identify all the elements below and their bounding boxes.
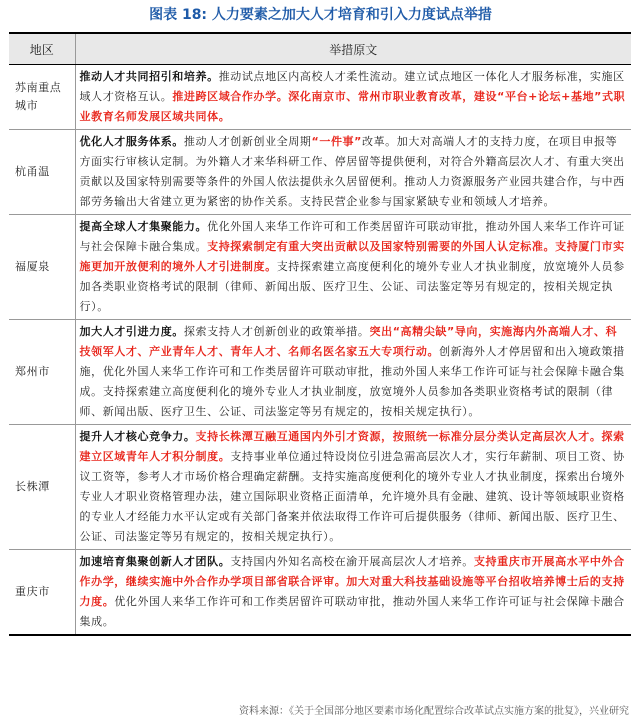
region-cell: 杭甬温 (9, 130, 75, 215)
measure-text: 探索支持人才创新创业的政策举措。 (183, 325, 370, 338)
measure-heading: 优化人才服务体系。 (79, 135, 184, 148)
highlighted-text: 突出“高精尖缺”导向，实施海内外高端人才、科技领军人才、产业青年人才、青年人才、名师名医名家五大专项行动。 (79, 325, 618, 358)
measure-heading: 提高全球人才集聚能力。 (79, 220, 208, 233)
measure-text: 改革。加大对高端人才的支持力度，在项目申报等方面实行审核认定制。为外籍人才来华科研工作、停居留等提供便利，对符合外籍高层次人才、有重大突出贡献以及国家特别需要等条件的外国人依法提供永久居留便利。推动人力资源服务产业园共建合作，与中西部劳务输出大省建立更为紧密的协作关系。支持民营企业参与国家紧缺专业和领域人才培养。 (79, 135, 625, 208)
header-measures: 举措原文 (75, 33, 631, 65)
header-region: 地区 (9, 33, 75, 65)
measure-cell (75, 320, 631, 425)
measure-text: 支持国内外知名高校在渝开展高层次人才培养。 (230, 555, 474, 568)
highlighted-text: 推进跨区域合作办学。深化南京市、常州市职业教育改革，建设“平台+论坛+基地”式职业教育名师发展区域共同体。 (79, 90, 626, 123)
measure-heading: 加速培育集聚创新人才团队。 (79, 555, 231, 568)
measure-text: 支持事业单位通过特设岗位引进急需高层次人才，实行年薪制、项目工资、协议工资等，参考人才市场价格合理确定薪酬。支持实施高度便利化的境外专业人才执业制度，探索出台境外专业人才职业资格管理办法，建立国际职业资格正面清单，允许境外具有金融、建筑、设计等领域职业资格的专业人才经能力水平认定或有关部门备案并依法取得工作许可后提供服务（律师、新闻出版、医疗卫生、公证、司法鉴定等另有规定的，按相关规定执行）。 (79, 450, 625, 543)
measure-heading: 提升人才核心竞争力。 (79, 430, 196, 443)
region-cell: 重庆市 (9, 550, 75, 636)
measure-cell (75, 215, 631, 320)
highlighted-text: 支持重庆市开展高水平中外合作办学，继续实施中外合作办学项目部省联合评审。加大对重大科技基础设施等平台招收培养博士后的支持力度。 (79, 555, 625, 608)
measure-text: 推动人才创新创业全周期 (183, 135, 312, 148)
table-body (9, 65, 631, 636)
table-row (9, 65, 631, 130)
measure-text: 优化外国人来华工作许可和工作类居留许可联动审批，推动外国人来华工作许可证与社会保障卡融合集成。 (79, 595, 625, 628)
measure-text: 创新海外人才停居留和出入境政策措施，优化外国人来华工作许可和工作类居留许可联动审批，推动外国人来华工作许可证与社会保障卡融合集成。支持探索建立高度便利化的境外专业人才执业制度，放宽境外人员参加各类职业资格考试的限制（律师、新闻出版、医疗卫生、公证、司法鉴定等另有规定的，按相关规定执行）。 (79, 345, 625, 418)
measure-heading: 加大人才引进力度。 (79, 325, 184, 338)
region-cell: 苏南重点城市 (9, 65, 75, 130)
source-note: 资料来源：《关于全国部分地区要素市场化配置综合改革试点实施方案的批复》，兴业研究 (239, 706, 629, 717)
highlighted-text: 支持探索制定有重大突出贡献以及国家特别需要的外国人认定标准。支持厦门市实施更加开放便利的境外人才引进制度。 (79, 240, 625, 273)
measure-cell (75, 425, 631, 550)
table-row (9, 320, 631, 425)
measure-text: 推动试点地区内高校人才柔性流动。建立试点地区一体化人才服务标准，实施区域人才资格互认。 (79, 70, 625, 103)
table-row (9, 130, 631, 215)
table-row (9, 550, 631, 636)
region-cell: 福厦泉 (9, 215, 75, 320)
measure-cell (75, 65, 631, 130)
region-cell: 长株潭 (9, 425, 75, 550)
region-cell: 郑州市 (9, 320, 75, 425)
figure-title: 图表 18: 人力要素之加大人才培育和引入力度试点举措 (149, 7, 492, 23)
table-row (9, 215, 631, 320)
measure-text: 支持探索建立高度便利化的境外专业人才执业制度，放宽境外人员参加各类职业资格考试的限制（律师、新闻出版、医疗卫生、公证、司法鉴定等另有规定的，按相关规定执行）。 (79, 260, 625, 313)
measure-text: 优化外国人来华工作许可和工作类居留许可联动审批，推动外国人来华工作许可证与社会保障卡融合集成。 (79, 220, 625, 253)
measure-cell (75, 550, 631, 636)
highlighted-text: 支持长株潭互融互通国内外引才资源，按照统一标准分层分类认定高层次人才。探索建立区域青年人才积分制度。 (79, 430, 625, 463)
highlighted-text: “一件事” (311, 135, 362, 148)
measure-heading: 推动人才共同招引和培养。 (79, 70, 219, 83)
table-header-row (9, 33, 631, 65)
measures-table (9, 32, 631, 636)
table-row (9, 425, 631, 550)
measure-cell (75, 130, 631, 215)
